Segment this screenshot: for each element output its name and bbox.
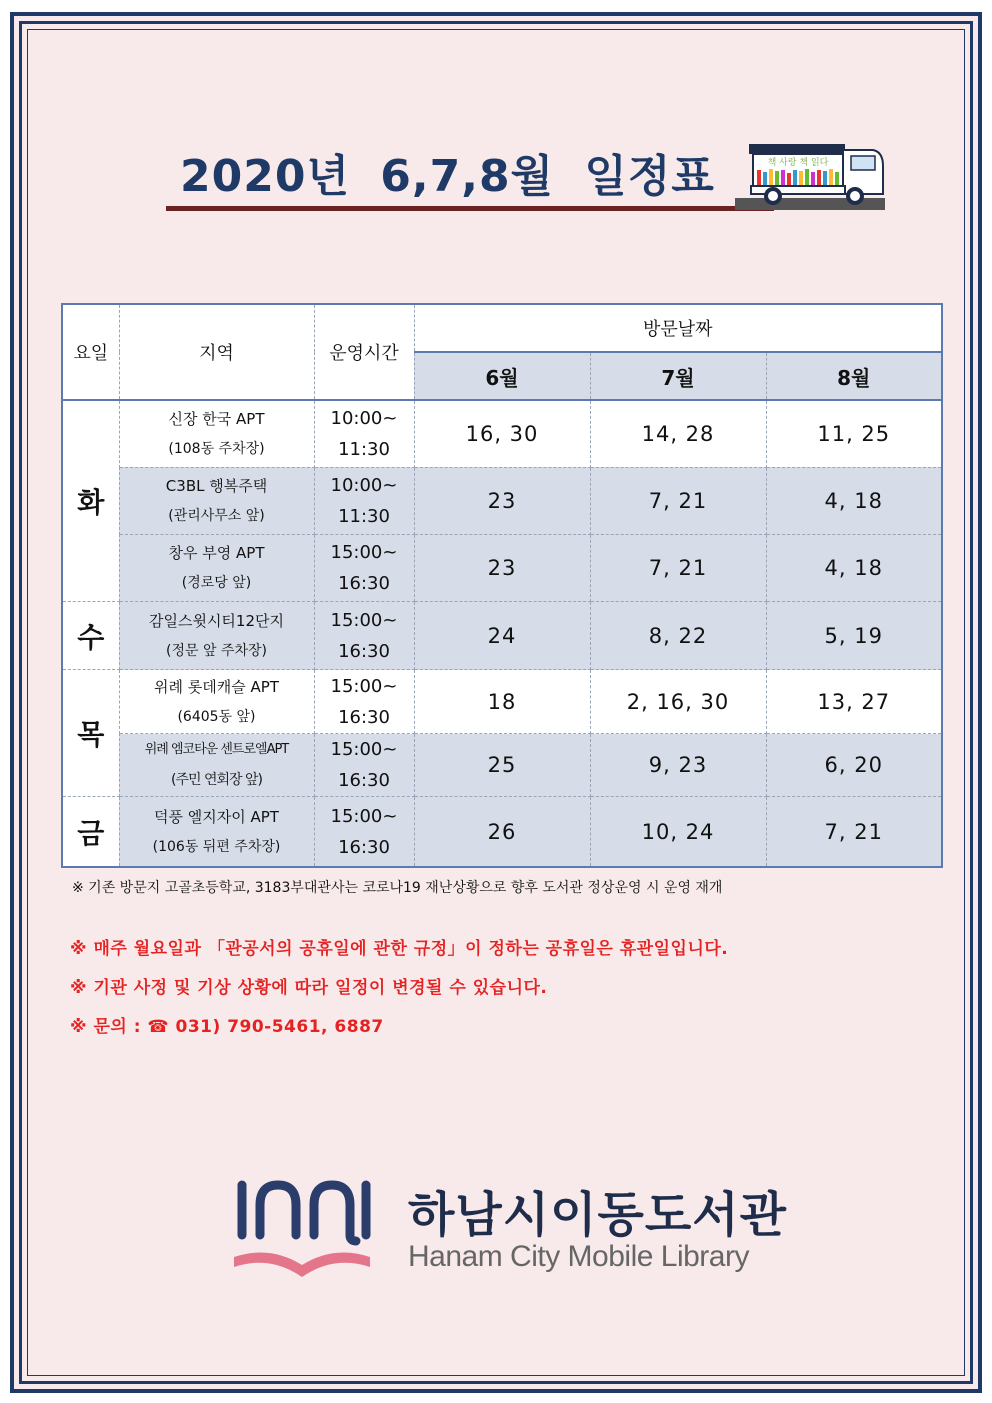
location-cell [119,534,314,601]
location-name: 덕풍 엘지자이 APT [154,807,279,826]
time-cell [314,534,414,601]
table-row [62,734,942,797]
time-start: 15:00~ [330,609,398,631]
date-june: 23 [414,534,590,601]
location-cell [119,400,314,467]
title-underline [166,206,774,211]
date-july: 9, 23 [590,734,766,797]
table-row [62,534,942,601]
date-august: 7, 21 [766,797,942,867]
location-sub: (108동 주차장) [168,440,265,457]
schedule-table [61,303,943,868]
day-cell-fri: 금 [62,797,119,867]
date-june: 18 [414,670,590,734]
table-row [62,670,942,734]
header-location: 지역 [119,304,314,400]
note-closed-days: ※ 매주 월요일과 「관공서의 공휴일에 관한 규정」이 정하는 공휴일은 휴관일입니다. [70,939,729,959]
date-august: 11, 25 [766,400,942,467]
location-cell [119,734,314,797]
location-name: C3BL 행복주택 [165,476,268,495]
location-sub: (6405동 앞) [177,708,256,725]
table-row [62,400,942,467]
location-name: 위례 롯데캐슬 APT [154,677,279,696]
time-start: 15:00~ [330,541,398,563]
table-row [62,467,942,534]
date-august: 4, 18 [766,534,942,601]
location-name: 위례 엠코타운 센트로엘APT [144,742,289,758]
logo-korean-name: 하남시이동도서관 [408,1187,787,1243]
location-cell [119,467,314,534]
date-june: 23 [414,467,590,534]
time-cell [314,467,414,534]
day-cell-thu: 목 [62,670,119,797]
time-start: 15:00~ [330,739,398,761]
time-start: 15:00~ [330,805,398,827]
date-august: 13, 27 [766,670,942,734]
logo-english-name: Hanam City Mobile Library [408,1240,749,1273]
date-june: 24 [414,601,590,669]
header-month-june: 6월 [414,352,590,400]
location-sub: (주민 연회장 앞) [171,772,262,789]
time-start: 15:00~ [330,675,398,697]
day-cell-wed: 수 [62,601,119,669]
location-cell [119,601,314,669]
date-august: 4, 18 [766,467,942,534]
date-july: 8, 22 [590,601,766,669]
header-month-july: 7월 [590,352,766,400]
time-end: 16:30 [338,640,390,662]
location-name: 신장 한국 APT [168,409,265,428]
location-cell [119,670,314,734]
time-end: 11:30 [338,505,390,527]
note-schedule-change: ※ 기관 사정 및 기상 상황에 따라 일정이 변경될 수 있습니다. [70,978,548,998]
time-end: 11:30 [338,438,390,460]
header-day: 요일 [62,304,119,400]
book-bus-icon [735,140,885,212]
day-cell-tue: 화 [62,400,119,601]
header-visit-dates: 방문날짜 [414,304,942,352]
time-start: 10:00~ [330,407,398,429]
date-july: 10, 24 [590,797,766,867]
date-june: 25 [414,734,590,797]
table-row [62,601,942,669]
location-name: 감일스윗시티12단지 [148,611,284,630]
date-july: 7, 21 [590,467,766,534]
time-cell [314,734,414,797]
time-end: 16:30 [338,572,390,594]
time-end: 16:30 [338,706,390,728]
date-august: 5, 19 [766,601,942,669]
date-august: 6, 20 [766,734,942,797]
date-july: 7, 21 [590,534,766,601]
time-cell [314,601,414,669]
bus-sign-text: 책 사랑 책 읽다 [767,158,829,168]
location-sub: (정문 앞 주차장) [166,642,267,659]
time-cell [314,797,414,867]
time-cell [314,670,414,734]
date-june: 16, 30 [414,400,590,467]
location-name: 창우 부영 APT [168,543,265,562]
time-end: 16:30 [338,770,390,792]
location-sub: (관리사무소 앞) [168,507,265,524]
time-end: 16:30 [338,836,390,858]
date-july: 14, 28 [590,400,766,467]
header-time: 운영시간 [314,304,414,400]
header-month-august: 8월 [766,352,942,400]
location-sub: (경로당 앞) [181,574,252,591]
date-june: 26 [414,797,590,867]
page-title: 2020년 6,7,8월 일정표 [180,151,715,202]
note-contact: ※ 문의 : ☎ 031) 790-5461, 6887 [70,1017,384,1037]
date-july: 2, 16, 30 [590,670,766,734]
location-sub: (106동 뒤편 주차장) [152,838,281,855]
table-row [62,797,942,867]
library-logo-icon [230,1175,375,1285]
time-start: 10:00~ [330,474,398,496]
note-existing-sites: ※ 기존 방문지 고골초등학교, 3183부대관사는 코로나19 재난상황으로 향후 도서관 정상운영 시 운영 재개 [72,880,723,896]
location-cell [119,797,314,867]
time-cell [314,400,414,467]
